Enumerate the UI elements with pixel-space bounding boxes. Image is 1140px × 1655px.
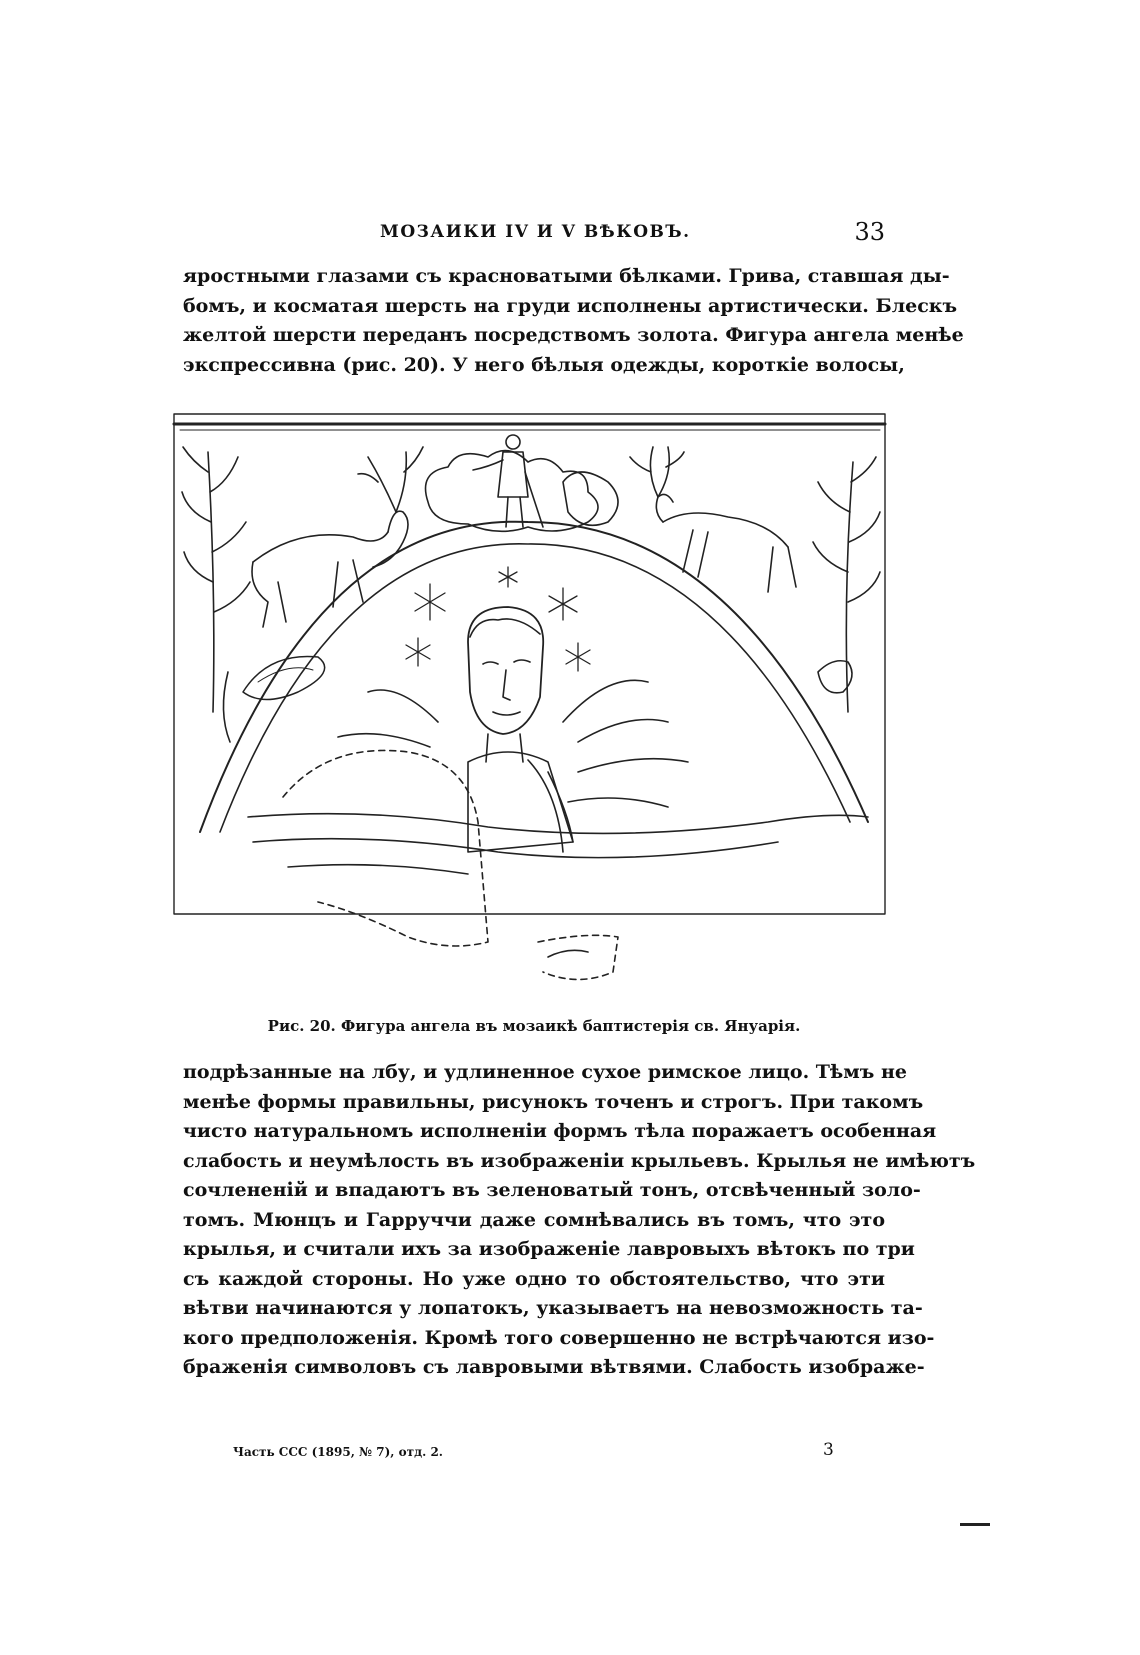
text-line: кого предположенія. Кромѣ того совершенно не встрѣчаются изо-	[183, 1326, 935, 1349]
text-line: томъ. Мюнцъ и Гарруччи даже сомнѣвались въ томъ, что это	[183, 1208, 885, 1231]
margin-mark	[960, 1523, 990, 1526]
text-line: крылья, и считали ихъ за изображеніе лавровыхъ вѣтокъ по три	[183, 1238, 915, 1260]
text-line: менѣе формы правильны, рисунокъ точенъ и строгъ. При такомъ	[183, 1090, 924, 1113]
left-palm-tree	[182, 447, 250, 742]
sheet-number: 3	[823, 1440, 834, 1460]
text-line: подрѣзанные на лбу, и удлиненное сухое римское лицо. Тѣмъ не	[183, 1061, 907, 1083]
right-palm-tree	[813, 457, 880, 712]
text-line: яростными глазами съ красноватыми бѣлками. Грива, ставшая ды-	[183, 265, 950, 287]
text-line: сочлененій и впадаютъ въ зеленоватый тонъ, отсвѣченный золо-	[183, 1179, 921, 1201]
damaged-area	[248, 750, 868, 979]
page-number: 33	[854, 218, 885, 246]
mosaic-illustration	[168, 412, 893, 1002]
text-line: съ каждой стороны. Но уже одно то обстоятельство, что эти	[183, 1267, 885, 1290]
text-line: чисто натуральномъ исполненіи формъ тѣла поражаетъ особенная	[183, 1120, 937, 1142]
signature-mark: Часть CCC (1895, № 7), отд. 2.	[233, 1445, 443, 1459]
text-line: вѣтви начинаются у лопатокъ, указываетъ на невозможность та-	[183, 1297, 923, 1319]
text-line: браженія символовъ съ лавровыми вѣтвями. Слабость изображе-	[183, 1356, 925, 1378]
text-line: слабость и неумѣлость въ изображеніи крыльевъ. Крылья не имѣютъ	[183, 1149, 976, 1172]
page-header	[185, 218, 885, 248]
arch	[200, 522, 868, 832]
paragraph-top	[183, 262, 964, 380]
text-line: бомъ, и косматая шерсть на груди исполнены артистически. Блескъ	[183, 294, 958, 317]
text-line: экспрессивна (рис. 20). У него бѣлыя одежды, короткіе волосы,	[183, 353, 905, 376]
paragraph-bottom	[183, 1058, 976, 1383]
text-line: желтой шерсти переданъ посредствомъ золота. Фигура ангела менѣе	[183, 324, 964, 346]
stars	[406, 567, 590, 671]
left-stag	[252, 447, 423, 627]
clouds-and-shepherd	[426, 435, 619, 531]
running-title: МОЗАИКИ IV И V ВѢКОВЪ.	[380, 222, 691, 242]
figure-caption: Рис. 20. Фигура ангела въ мозаикѣ баптистерія св. Януарія.	[267, 1017, 801, 1035]
right-stag	[630, 447, 796, 592]
